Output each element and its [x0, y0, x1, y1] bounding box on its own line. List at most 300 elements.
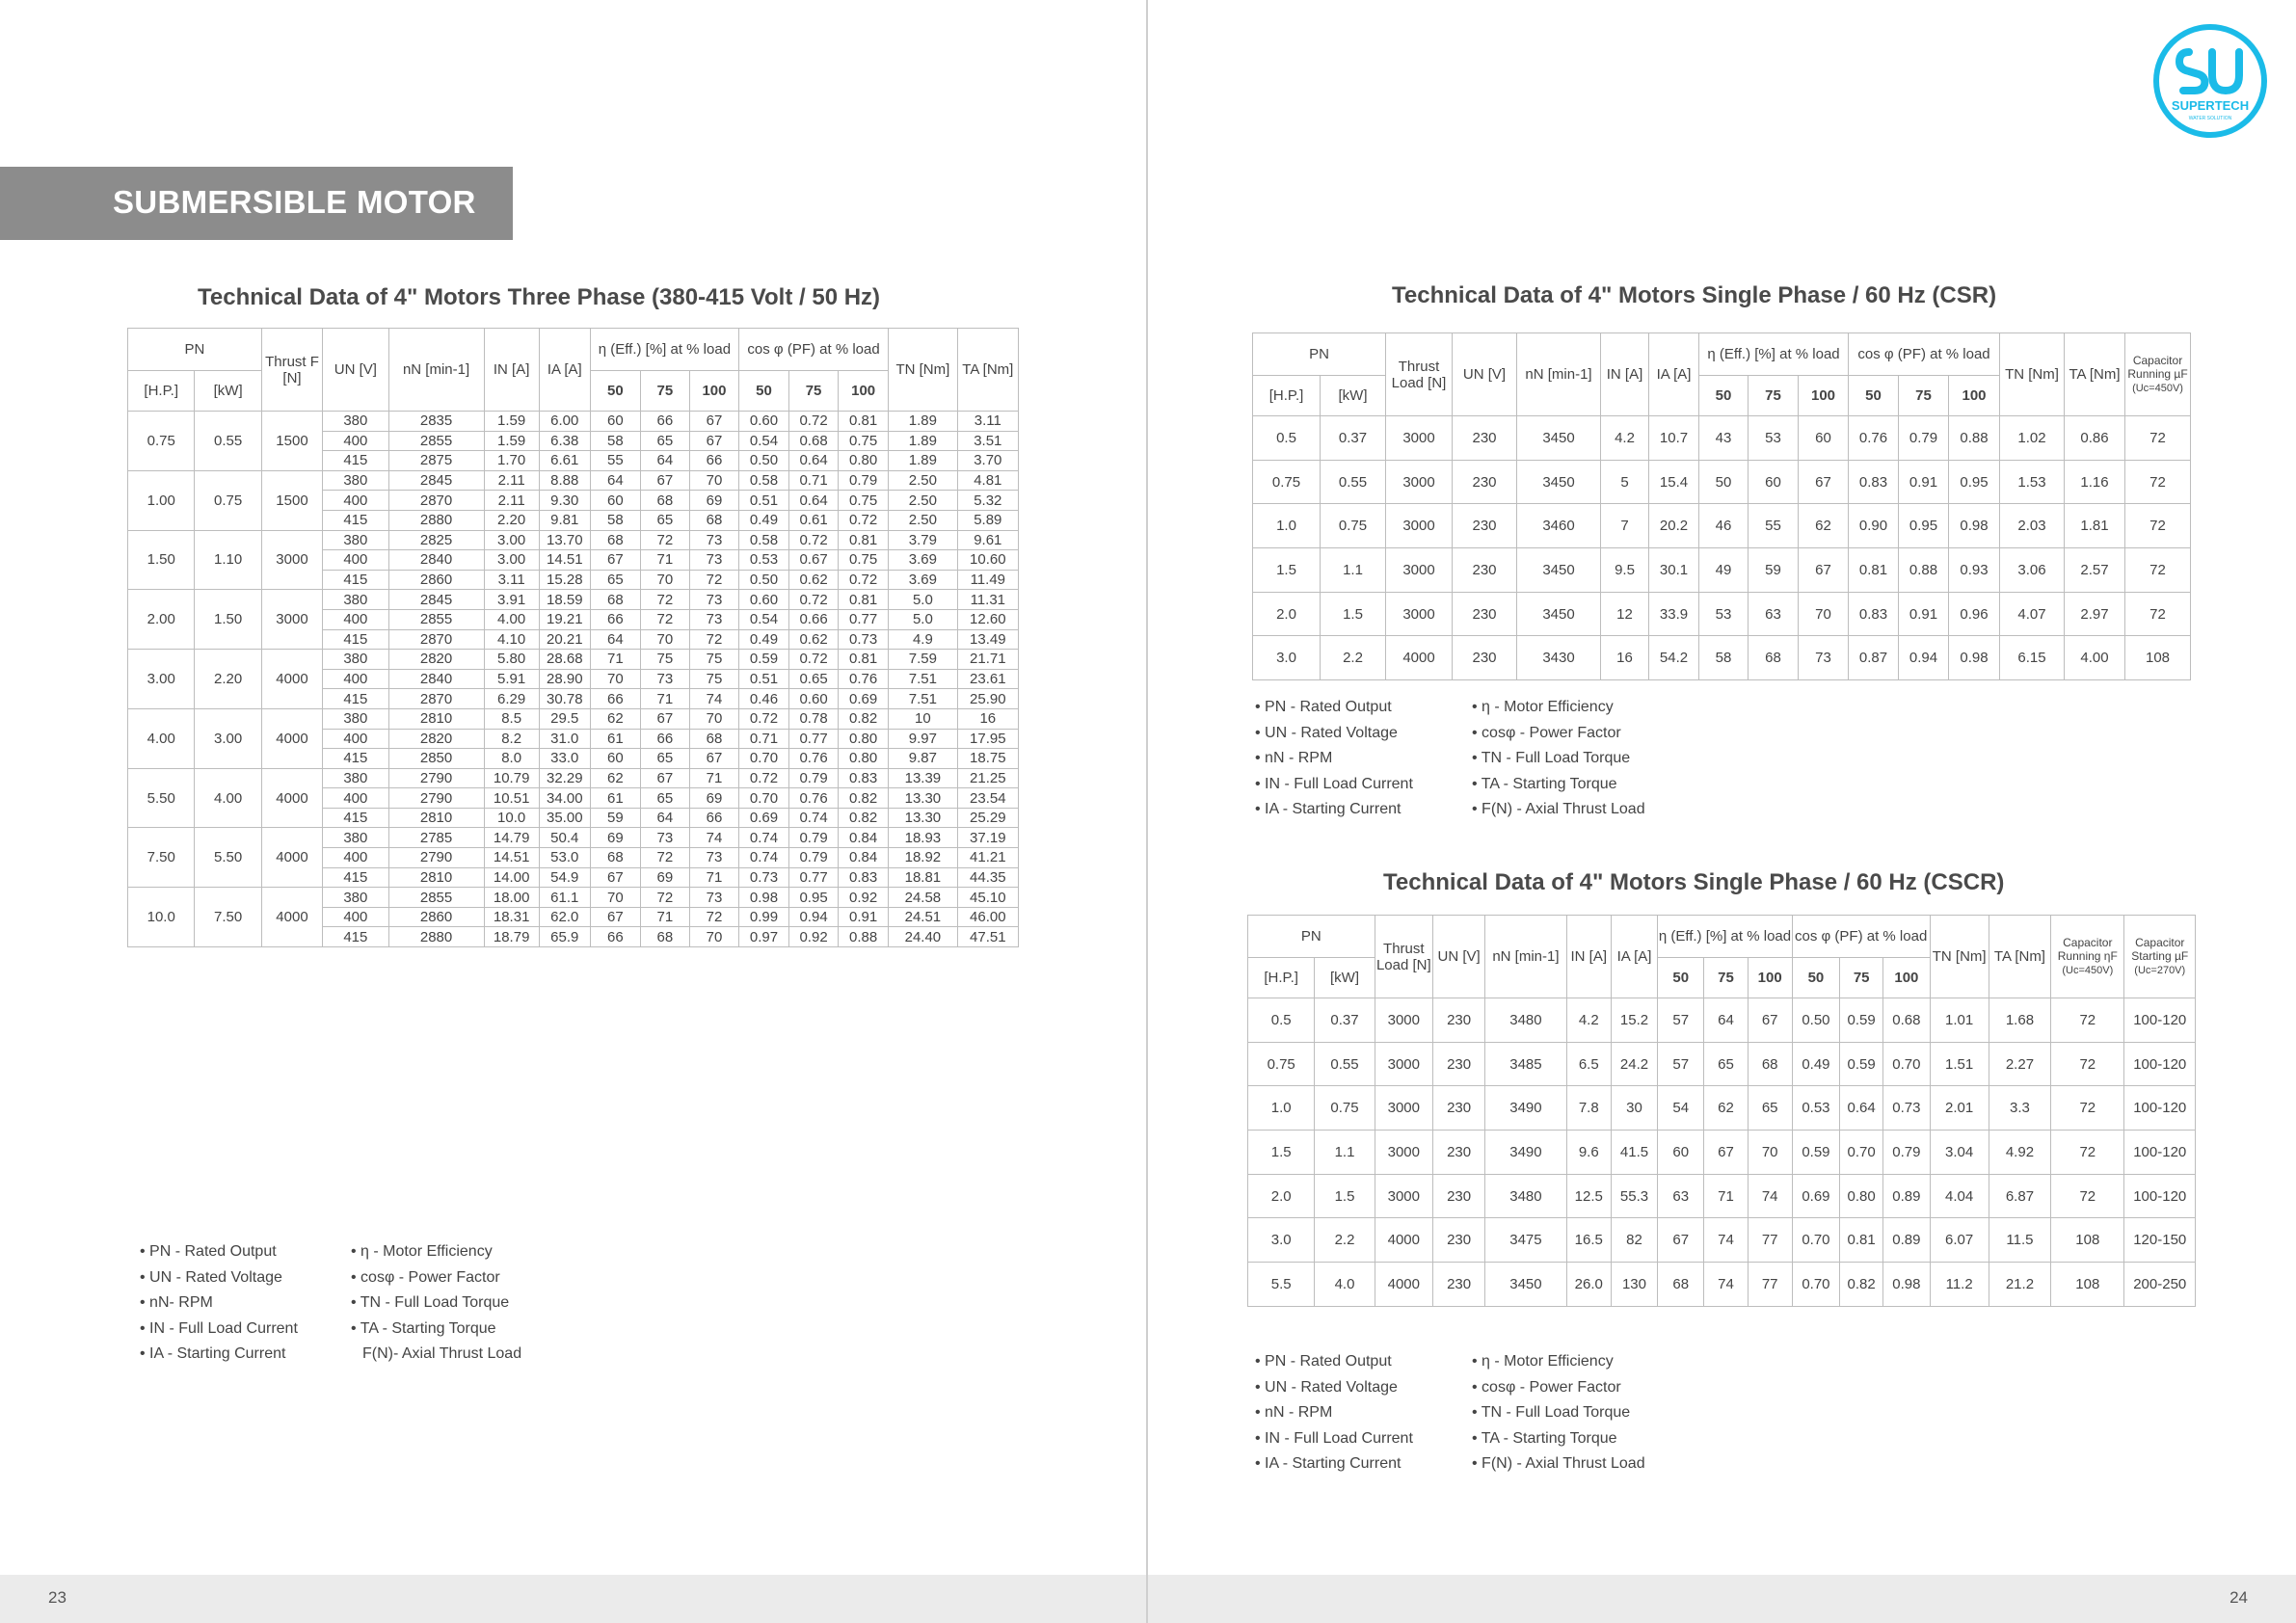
nn-cell: 2790: [388, 788, 484, 809]
eff-75-cell: 67: [640, 470, 689, 491]
ia-cell: 31.0: [539, 729, 590, 749]
un-cell: 230: [1432, 1086, 1484, 1131]
in-cell: 16.5: [1566, 1218, 1611, 1263]
eff-50-cell: 59: [590, 808, 640, 828]
ta-header: TA [Nm]: [1989, 916, 2050, 998]
eff-50-cell: 60: [590, 749, 640, 769]
legend-item: • PN - Rated Output: [1255, 699, 1392, 715]
nn-cell: 2860: [388, 570, 484, 590]
eff-50-cell: 62: [590, 768, 640, 788]
pf-75-cell: 0.59: [1840, 1042, 1883, 1086]
kw-cell: 2.20: [195, 650, 261, 709]
legend-item: • TA - Starting Torque: [1472, 775, 1617, 792]
three-phase-legend-left: [140, 1239, 298, 1368]
ia-cell: 8.88: [539, 470, 590, 491]
legend-item: • nN - RPM: [1255, 1404, 1333, 1421]
hp-cell: 0.5: [1248, 998, 1315, 1043]
pf-75-cell: 0.82: [1840, 1263, 1883, 1307]
capacitor-running-cell: 72: [2051, 1042, 2124, 1086]
ia-cell: 18.59: [539, 590, 590, 610]
capacitor-running-label: Capacitor Running ηF: [2057, 936, 2118, 963]
in-cell: 12.5: [1566, 1174, 1611, 1218]
nn-cell: 3450: [1517, 548, 1601, 593]
eff-50-cell: 68: [590, 590, 640, 610]
legend-item: • TN - Full Load Torque: [1472, 750, 1631, 766]
pn-header: PN: [1253, 333, 1386, 376]
nn-cell: 3450: [1517, 592, 1601, 636]
ia-cell: 10.7: [1649, 416, 1699, 461]
eff-75-cell: 72: [640, 590, 689, 610]
pf-50-cell: 0.73: [738, 867, 788, 888]
capacitor-starting-note: (Uc=270V): [2134, 965, 2186, 976]
eff-100-cell: 71: [689, 867, 738, 888]
un-header: UN [V]: [1432, 916, 1484, 998]
tn-cell: 2.50: [889, 491, 957, 511]
capacitor-running-cell: 108: [2125, 636, 2191, 680]
pf-50-cell: 0.49: [738, 510, 788, 530]
eff-100-cell: 73: [689, 848, 738, 868]
tn-cell: 7.59: [889, 650, 957, 670]
pf-50-cell: 0.49: [1792, 1042, 1839, 1086]
eff-75-cell: 72: [640, 609, 689, 629]
in-cell: 14.00: [484, 867, 539, 888]
eff-100-cell: 73: [1799, 636, 1849, 680]
eff-100-cell: 70: [689, 927, 738, 947]
cscr-legend-left: [1255, 1349, 1413, 1477]
eff-75-cell: 65: [640, 431, 689, 451]
eff-100-cell: 73: [689, 888, 738, 908]
thrust-cell: 4000: [261, 708, 322, 768]
tn-cell: 18.81: [889, 867, 957, 888]
in-cell: 8.2: [484, 729, 539, 749]
eff-75-cell: 66: [640, 729, 689, 749]
capacitor-running-cell: 72: [2125, 416, 2191, 461]
ia-cell: 54.2: [1649, 636, 1699, 680]
legend-item: • TN - Full Load Torque: [351, 1294, 510, 1311]
pf-50-cell: 0.72: [738, 768, 788, 788]
pf-50-cell: 0.59: [738, 650, 788, 670]
ta-cell: 4.92: [1989, 1131, 2050, 1175]
tn-header: TN [Nm]: [1930, 916, 1989, 998]
legend-item: • IA - Starting Current: [1255, 1455, 1402, 1472]
thrust-cell: 3000: [1375, 1042, 1432, 1086]
pf-50-cell: 0.70: [738, 749, 788, 769]
pf-100-cell: 0.84: [839, 848, 889, 868]
eff-75-cell: 64: [1704, 998, 1748, 1043]
pf-75-cell: 0.62: [789, 629, 839, 650]
three-phase-data-table: [127, 328, 1019, 947]
tn-cell: 1.51: [1930, 1042, 1989, 1086]
in-header: IN [A]: [484, 329, 539, 412]
pf-75-cell: 0.88: [1899, 548, 1949, 593]
un-cell: 230: [1432, 1042, 1484, 1086]
un-cell: 230: [1453, 636, 1517, 680]
pf-50-cell: 0.97: [738, 927, 788, 947]
legend-item: • UN - Rated Voltage: [140, 1268, 282, 1286]
legend-item: • η - Motor Efficiency: [351, 1243, 493, 1260]
ia-cell: 30.1: [1649, 548, 1699, 593]
capacitor-running-header: [2125, 333, 2191, 416]
pf-50-cell: 0.54: [738, 609, 788, 629]
supertech-logo: [2150, 21, 2270, 141]
eff-100-cell: 67: [1748, 998, 1792, 1043]
un-cell: 400: [323, 848, 388, 868]
pf-100-cell: 0.88: [839, 927, 889, 947]
kw-cell: 0.55: [1321, 460, 1386, 504]
pf-100-cell: 0.70: [1883, 1042, 1930, 1086]
pf-50-cell: 0.71: [738, 729, 788, 749]
cscr-legend-right: [1472, 1349, 1645, 1477]
ia-cell: 15.2: [1611, 998, 1657, 1043]
csr-legend-left: [1255, 695, 1413, 823]
hp-header: [H.P.]: [128, 371, 195, 412]
efficiency-header: η (Eff.) [%] at % load: [590, 329, 738, 371]
pf-75-cell: 0.79: [789, 848, 839, 868]
nn-header: nN [min-1]: [1517, 333, 1601, 416]
legend-item: • cosφ - Power Factor: [1472, 1378, 1621, 1396]
hp-cell: 1.0: [1248, 1086, 1315, 1131]
pf-50-cell: 0.51: [738, 491, 788, 511]
pf-50-cell: 0.54: [738, 431, 788, 451]
eff-100-cell: 71: [689, 768, 738, 788]
tn-cell: 24.40: [889, 927, 957, 947]
pf-75-cell: 0.64: [789, 491, 839, 511]
table-row: [1253, 592, 2191, 636]
eff-50-cell: 50: [1699, 460, 1749, 504]
in-cell: 4.10: [484, 629, 539, 650]
table-row: [128, 650, 1019, 670]
ia-cell: 15.28: [539, 570, 590, 590]
thrust-cell: 3000: [1375, 1174, 1432, 1218]
nn-cell: 3490: [1485, 1131, 1566, 1175]
hp-cell: 0.75: [128, 412, 195, 471]
pf-50-cell: 0.81: [1849, 548, 1899, 593]
ta-cell: 23.61: [957, 669, 1018, 689]
ta-cell: 25.29: [957, 808, 1018, 828]
tn-cell: 13.30: [889, 788, 957, 809]
legend-item: • nN - RPM: [1255, 750, 1333, 766]
un-cell: 380: [323, 530, 388, 550]
nn-cell: 3485: [1485, 1042, 1566, 1086]
pf-75-cell: 0.71: [789, 470, 839, 491]
pf-75-cell: 0.72: [789, 412, 839, 432]
ia-cell: 33.9: [1649, 592, 1699, 636]
ta-cell: 0.86: [2065, 416, 2125, 461]
eff-100-cell: 70: [689, 470, 738, 491]
capacitor-running-cell: 72: [2051, 1086, 2124, 1131]
un-cell: 230: [1432, 1131, 1484, 1175]
pf-100-cell: 0.80: [839, 451, 889, 471]
pf-100-cell: 0.91: [839, 907, 889, 927]
pf-75-cell: 0.77: [789, 729, 839, 749]
pf-75-header: 75: [1840, 958, 1883, 998]
pf-100-cell: 0.83: [839, 867, 889, 888]
thrust-cell: 4000: [1375, 1263, 1432, 1307]
ta-header: TA [Nm]: [2065, 333, 2125, 416]
eff-75-cell: 74: [1704, 1263, 1748, 1307]
eff-75-cell: 64: [640, 808, 689, 828]
pf-50-cell: 0.72: [738, 708, 788, 729]
eff-50-cell: 58: [1699, 636, 1749, 680]
thrust-cell: 3000: [1386, 504, 1453, 548]
capacitor-starting-cell: 200-250: [2124, 1263, 2196, 1307]
efficiency-header: η (Eff.) [%] at % load: [1699, 333, 1849, 376]
nn-cell: 2810: [388, 708, 484, 729]
eff-50-cell: 46: [1699, 504, 1749, 548]
un-cell: 380: [323, 470, 388, 491]
pf-75-cell: 0.79: [789, 768, 839, 788]
pf-75-cell: 0.79: [1899, 416, 1949, 461]
ta-cell: 25.90: [957, 689, 1018, 709]
kw-cell: 4.00: [195, 768, 261, 828]
eff-50-cell: 49: [1699, 548, 1749, 593]
eff-75-cell: 59: [1749, 548, 1799, 593]
in-cell: 2.11: [484, 470, 539, 491]
eff-50-cell: 54: [1658, 1086, 1704, 1131]
legend-item: • TA - Starting Torque: [351, 1319, 496, 1337]
in-cell: 6.29: [484, 689, 539, 709]
ta-cell: 9.61: [957, 530, 1018, 550]
nn-cell: 2840: [388, 669, 484, 689]
thrust-cell: 3000: [1386, 548, 1453, 593]
tn-cell: 6.07: [1930, 1218, 1989, 1263]
un-header: UN [V]: [323, 329, 388, 412]
kw-cell: 5.50: [195, 828, 261, 888]
un-cell: 415: [323, 927, 388, 947]
eff-100-cell: 67: [689, 749, 738, 769]
eff-100-cell: 66: [689, 451, 738, 471]
ia-cell: 130: [1611, 1263, 1657, 1307]
pf-50-cell: 0.87: [1849, 636, 1899, 680]
in-cell: 14.79: [484, 828, 539, 848]
table-row: [128, 530, 1019, 550]
in-cell: 3.11: [484, 570, 539, 590]
ta-header: TA [Nm]: [957, 329, 1018, 412]
hp-cell: 5.5: [1248, 1263, 1315, 1307]
tn-cell: 2.50: [889, 510, 957, 530]
nn-cell: 2820: [388, 650, 484, 670]
pf-50-cell: 0.60: [738, 412, 788, 432]
section-banner: [0, 167, 513, 240]
hp-cell: 3.00: [128, 650, 195, 709]
in-cell: 5.80: [484, 650, 539, 670]
ia-cell: 53.0: [539, 848, 590, 868]
in-header: IN [A]: [1566, 916, 1611, 998]
pf-75-cell: 0.95: [1899, 504, 1949, 548]
power-factor-header: cos φ (PF) at % load: [1792, 916, 1930, 958]
un-cell: 400: [323, 491, 388, 511]
nn-cell: 2880: [388, 510, 484, 530]
table-row: [1248, 1218, 2196, 1263]
nn-header: nN [min-1]: [1485, 916, 1566, 998]
thrust-cell: 3000: [1375, 998, 1432, 1043]
nn-cell: 3450: [1485, 1263, 1566, 1307]
logo-text: SUPERTECH: [2171, 98, 2250, 113]
pf-75-cell: 0.94: [789, 907, 839, 927]
pf-50-cell: 0.50: [738, 570, 788, 590]
capacitor-running-cell: 72: [2125, 548, 2191, 593]
eff-50-cell: 66: [590, 927, 640, 947]
ia-cell: 13.70: [539, 530, 590, 550]
un-cell: 230: [1432, 998, 1484, 1043]
pf-50-cell: 0.90: [1849, 504, 1899, 548]
in-cell: 9.6: [1566, 1131, 1611, 1175]
right-footer: [1148, 1575, 2296, 1623]
kw-cell: 3.00: [195, 708, 261, 768]
in-cell: 4.2: [1566, 998, 1611, 1043]
eff-100-cell: 60: [1799, 416, 1849, 461]
eff-75-cell: 71: [640, 550, 689, 571]
eff-75-cell: 72: [640, 530, 689, 550]
pf-100-cell: 0.80: [839, 729, 889, 749]
eff-75-cell: 64: [640, 451, 689, 471]
in-cell: 1.59: [484, 431, 539, 451]
tn-cell: 2.03: [2000, 504, 2065, 548]
legend-item: • η - Motor Efficiency: [1472, 699, 1614, 715]
tn-cell: 6.15: [2000, 636, 2065, 680]
eff-50-cell: 66: [590, 689, 640, 709]
un-cell: 415: [323, 867, 388, 888]
kw-cell: 1.50: [195, 590, 261, 650]
ta-cell: 44.35: [957, 867, 1018, 888]
ta-cell: 46.00: [957, 907, 1018, 927]
ta-cell: 5.32: [957, 491, 1018, 511]
in-cell: 7.8: [1566, 1086, 1611, 1131]
in-cell: 26.0: [1566, 1263, 1611, 1307]
hp-cell: 5.50: [128, 768, 195, 828]
in-cell: 14.51: [484, 848, 539, 868]
nn-cell: 2850: [388, 749, 484, 769]
eff-75-cell: 65: [1704, 1042, 1748, 1086]
un-cell: 380: [323, 412, 388, 432]
ta-cell: 12.60: [957, 609, 1018, 629]
tn-cell: 3.69: [889, 570, 957, 590]
un-cell: 380: [323, 888, 388, 908]
table-row: [1253, 416, 2191, 461]
capacitor-running-note: (Uc=450V): [2132, 383, 2183, 394]
eff-75-cell: 65: [640, 749, 689, 769]
tn-cell: 3.06: [2000, 548, 2065, 593]
eff-75-cell: 72: [640, 888, 689, 908]
pf-75-cell: 0.79: [789, 828, 839, 848]
table-row: [128, 412, 1019, 432]
ia-cell: 50.4: [539, 828, 590, 848]
nn-cell: 2860: [388, 907, 484, 927]
nn-cell: 2840: [388, 550, 484, 571]
pf-75-cell: 0.95: [789, 888, 839, 908]
pf-50-cell: 0.83: [1849, 460, 1899, 504]
ta-cell: 2.57: [2065, 548, 2125, 593]
eff-100-cell: 65: [1748, 1086, 1792, 1131]
un-cell: 230: [1432, 1218, 1484, 1263]
tn-cell: 24.58: [889, 888, 957, 908]
table-row: [1248, 1263, 2196, 1307]
efficiency-header: η (Eff.) [%] at % load: [1658, 916, 1793, 958]
nn-cell: 3480: [1485, 1174, 1566, 1218]
pf-100-cell: 0.81: [839, 650, 889, 670]
tn-cell: 2.01: [1930, 1086, 1989, 1131]
pf-75-cell: 0.60: [789, 689, 839, 709]
ta-cell: 4.81: [957, 470, 1018, 491]
pf-50-header: 50: [1849, 376, 1899, 416]
pf-100-header: 100: [1883, 958, 1930, 998]
un-cell: 380: [323, 768, 388, 788]
eff-100-cell: 68: [689, 510, 738, 530]
table-row: [128, 888, 1019, 908]
ia-cell: 55.3: [1611, 1174, 1657, 1218]
pf-100-cell: 0.80: [839, 749, 889, 769]
eff-75-cell: 70: [640, 570, 689, 590]
pf-75-cell: 0.64: [1840, 1086, 1883, 1131]
pf-100-cell: 0.75: [839, 491, 889, 511]
un-cell: 415: [323, 749, 388, 769]
table-row: [1253, 504, 2191, 548]
un-cell: 415: [323, 808, 388, 828]
nn-cell: 2880: [388, 927, 484, 947]
tn-cell: 4.04: [1930, 1174, 1989, 1218]
eff-100-cell: 73: [689, 530, 738, 550]
eff-100-cell: 70: [1748, 1131, 1792, 1175]
legend-item: • UN - Rated Voltage: [1255, 1378, 1398, 1396]
pf-50-cell: 0.99: [738, 907, 788, 927]
ia-cell: 41.5: [1611, 1131, 1657, 1175]
eff-100-cell: 75: [689, 669, 738, 689]
pf-75-header: 75: [1899, 376, 1949, 416]
ta-cell: 21.71: [957, 650, 1018, 670]
eff-75-cell: 71: [640, 689, 689, 709]
ia-cell: 82: [1611, 1218, 1657, 1263]
ta-cell: 16: [957, 708, 1018, 729]
thrust-header: Thrust F [N]: [261, 329, 322, 412]
ta-cell: 3.3: [1989, 1086, 2050, 1131]
eff-75-cell: 67: [640, 768, 689, 788]
ta-cell: 47.51: [957, 927, 1018, 947]
pf-100-cell: 0.98: [1949, 504, 2000, 548]
ia-cell: 24.2: [1611, 1042, 1657, 1086]
nn-header: nN [min-1]: [388, 329, 484, 412]
ta-cell: 45.10: [957, 888, 1018, 908]
hp-cell: 1.50: [128, 530, 195, 590]
eff-100-cell: 70: [689, 708, 738, 729]
eff-50-cell: 68: [590, 530, 640, 550]
kw-cell: 1.5: [1315, 1174, 1375, 1218]
ia-cell: 6.00: [539, 412, 590, 432]
eff-100-cell: 74: [689, 689, 738, 709]
ia-cell: 29.5: [539, 708, 590, 729]
legend-item: • F(N) - Axial Thrust Load: [1472, 801, 1645, 817]
nn-cell: 3490: [1485, 1086, 1566, 1131]
kw-cell: 0.75: [1315, 1086, 1375, 1131]
ta-cell: 3.70: [957, 451, 1018, 471]
eff-100-cell: 72: [689, 907, 738, 927]
un-cell: 380: [323, 708, 388, 729]
tn-cell: 1.89: [889, 451, 957, 471]
eff-50-cell: 60: [590, 412, 640, 432]
nn-cell: 2845: [388, 470, 484, 491]
page-number: 24: [2229, 1588, 2248, 1607]
thrust-cell: 1500: [261, 470, 322, 530]
pf-50-cell: 0.70: [1792, 1218, 1839, 1263]
thrust-cell: 4000: [261, 768, 322, 828]
pf-100-cell: 0.96: [1949, 592, 2000, 636]
pf-100-cell: 0.81: [839, 412, 889, 432]
pf-75-cell: 0.66: [789, 609, 839, 629]
in-cell: 18.79: [484, 927, 539, 947]
pf-50-cell: 0.53: [738, 550, 788, 571]
kw-cell: 0.37: [1315, 998, 1375, 1043]
eff-50-cell: 70: [590, 669, 640, 689]
eff-50-cell: 68: [1658, 1263, 1704, 1307]
